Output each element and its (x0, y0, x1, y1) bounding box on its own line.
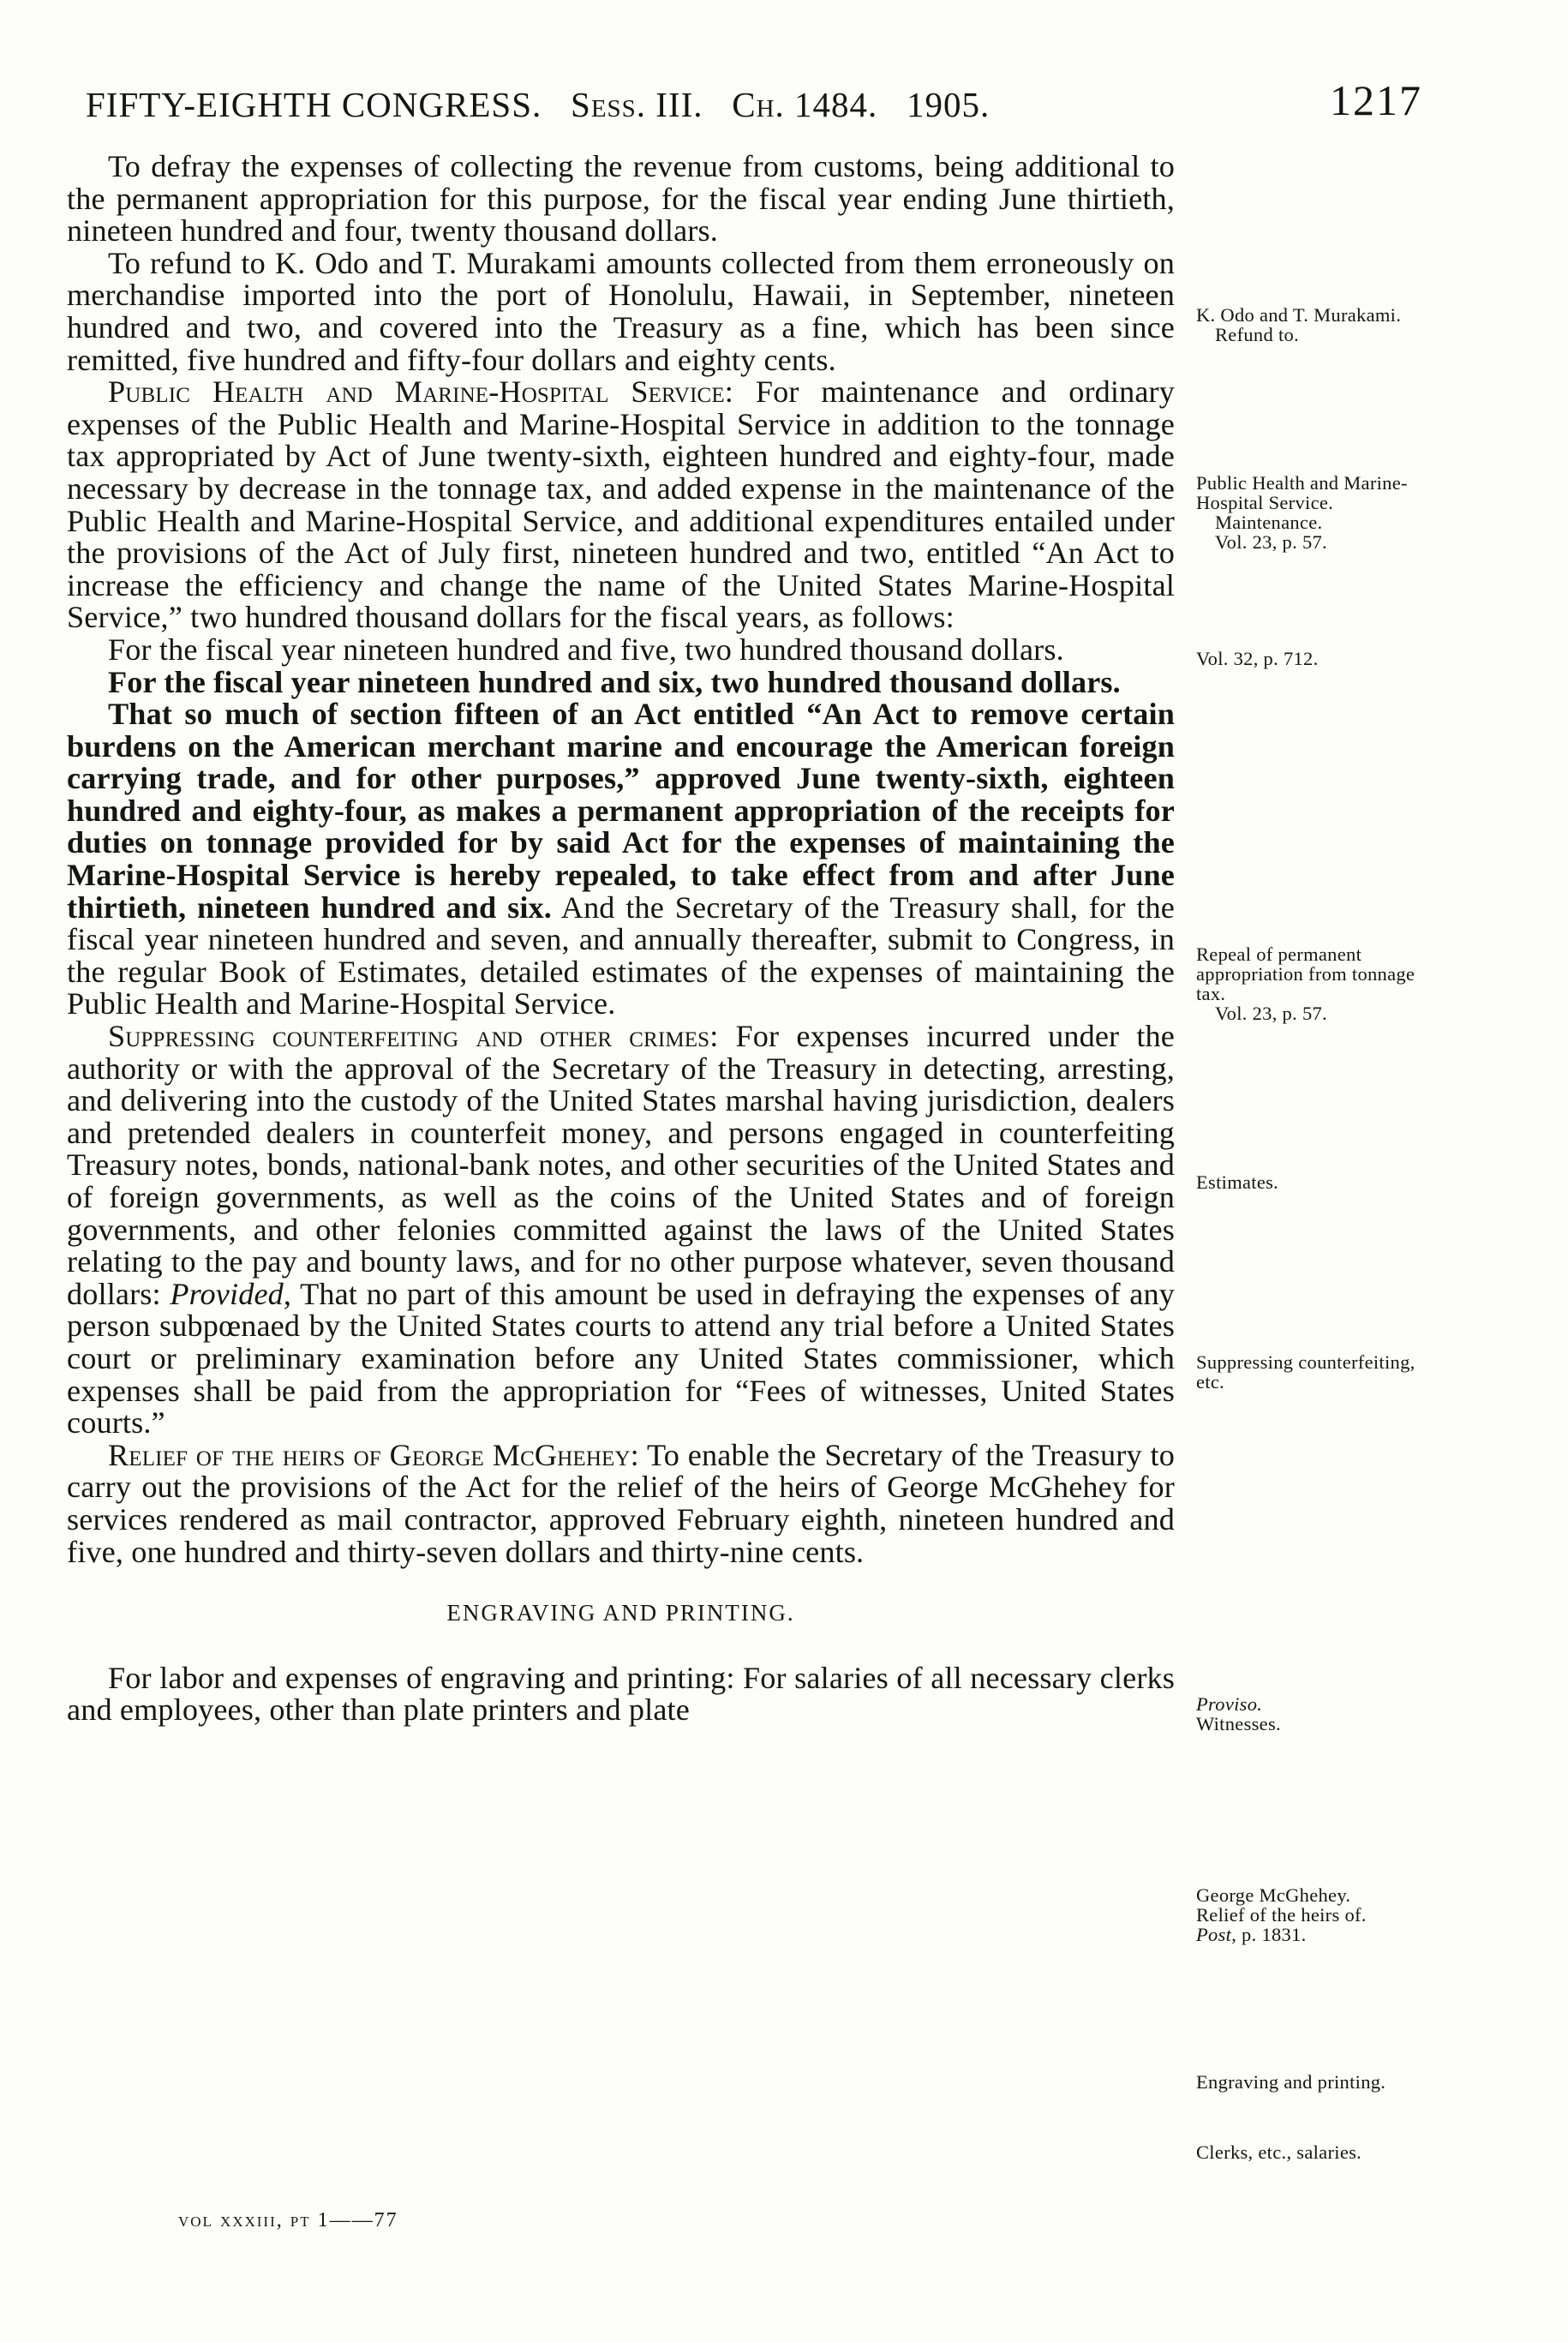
margin-note-mcghehey-title: George McGhehey. (1196, 1884, 1351, 1906)
mcghehey-text: : To enable the Secretary of the Treasury to carry out the provisions of the Act for the relief of the heirs of George McGhehey for services rendered as mail contractor, approved February eighth, nineteen hundred and five, one hundred and thirty-seven dollars and thirty-nine cents. (67, 1437, 1175, 1569)
paragraph-engraving: For labor and expenses of engraving and printing: For salaries of all necessary clerks and employees, other than plate printers and plate (67, 1660, 1175, 1728)
paragraph-customs: To defray the expenses of collecting the revenue from customs, being additional to the permanent appropriation for this purpose, for the fiscal year ending June thirtieth, nineteen hundred and four, twenty thousand dollars. (67, 149, 1175, 249)
margin-note-mcghehey (1196, 1885, 1421, 1944)
margin-note-proviso (1196, 1694, 1421, 1734)
post-ref-page: , p. 1831. (1231, 1924, 1307, 1945)
page-header (86, 75, 1422, 135)
mcghehey-heading: Relief of the heirs of George McGhehey (108, 1437, 631, 1472)
margin-note-witnesses: Witnesses. (1196, 1713, 1281, 1734)
page-number: 1217 (1330, 76, 1422, 124)
paragraph-public-health (67, 376, 1175, 634)
paragraph-counterfeiting (67, 1021, 1175, 1440)
section-heading-engraving: ENGRAVING AND PRINTING. (446, 1600, 795, 1626)
repeal-text: That so much of section fifteen of an Act entitled “An Act to remove certain burdens on the American merchant marine and encourage the American foreign carrying trade, and for other purposes,” approved June twenty-sixth, eighteen hundred and eighty-four, as makes a permanent appropriation of the receipts for duties on tonnage provided for by said Act for the expenses of maintaining the Marine-Hospital Service is hereby repealed, to take effect from and after June thirtieth, nineteen hundred and six. (67, 697, 1175, 925)
margin-note-repeal-ref: Vol. 23, p. 57. (1215, 1003, 1327, 1024)
margin-note-proviso-label: Proviso. (1196, 1693, 1263, 1715)
proviso-text: , That no part of this amount be used in defraying the expenses of any person subpœnaed by the United States courts to attend any trial before a United States court or preliminary examination before any United States commissioner, which expenses shall be paid from the appropriation for “Fees of witnesses, United States courts.” (67, 1276, 1175, 1441)
margin-note-odo (1196, 305, 1421, 344)
provided-word: Provided (170, 1276, 284, 1311)
margin-note-phs-title: Public Health and Marine-Hospital Service. (1196, 472, 1408, 513)
running-head (86, 84, 990, 125)
running-head-congress: FIFTY-EIGHTH CONGRESS. (86, 85, 542, 124)
running-head-session: Sess. III. (571, 85, 703, 124)
margin-note-odo-sub: Refund to. (1215, 324, 1299, 345)
running-head-chapter: Ch. 1484. (732, 85, 878, 124)
paragraph-fy-1906: For the fiscal year nineteen hundred and six, two hundred thousand dollars. (108, 664, 1121, 699)
public-health-text: : For maintenance and ordinary expenses of the Public Health and Marine-Hospital Service in addition to the tonnage tax appropriated by Act of June twenty-sixth, eighteen hundred and eighty-four, made necessary by decrease in the tonnage tax, and added expense in the maintenance of the Public Health and Marine-Hospital Service, and additional expenditures entailed under the provisions of the Act of July first, nineteen hundred and two, entitled “An Act to increase the efficiency and change the name of the United States Marine-Hospital Service,” two hundred thousand dollars for the fiscal years, as follows: (67, 374, 1175, 635)
running-head-year: 1905. (907, 85, 990, 124)
margin-note-post-ref (1196, 1925, 1421, 1944)
margin-note-counterfeiting: Suppressing counterfeiting, etc. (1196, 1351, 1415, 1393)
main-text (67, 151, 1175, 1727)
post-ref-italic: Post (1196, 1924, 1232, 1945)
signature-mark: vol xxxiii, pt 1——77 (178, 2209, 398, 2231)
paragraph-fy-1905: For the fiscal year nineteen hundred and five, two hundred thousand dollars. (108, 632, 1064, 667)
public-health-heading: Public Health and Marine-Hospital Service (108, 374, 725, 410)
margin-note-odo-title: K. Odo and T. Murakami. (1196, 304, 1402, 326)
margin-note-repeal (1196, 944, 1421, 1023)
margin-note-phs-sub: Maintenance. (1215, 512, 1323, 533)
margin-note-clerks: Clerks, etc., salaries. (1196, 2141, 1362, 2163)
margin-note-vol32: Vol. 32, p. 712. (1196, 648, 1319, 669)
margin-note-public-health (1196, 473, 1421, 552)
counterfeiting-text: : For expenses incurred under the authority or with the approval of the Secretary of the Treasury in detecting, arresting, and delivering into the custody of the United States marshal having jurisdiction, dealers and pretended dealers in counterfeit money, and persons engaged in counterfeiting Treasury notes, bonds, national-bank notes, and other securities of the United States and of foreign governments, as well as the coins of the United States and of foreign governments, and other felonies committed against the laws of the United States relating to the pay and bounty laws, and for no other purpose whatever, seven thousand dollars: (67, 1019, 1175, 1311)
paragraph-mcghehey (67, 1437, 1175, 1569)
margin-note-phs-ref: Vol. 23, p. 57. (1215, 531, 1327, 553)
paragraph-refund: To refund to K. Odo and T. Murakami amounts collected from them erroneously on merchandise imported into the port of Honolulu, Hawaii, in September, nineteen hundred and two, and covered into the Treasury as a fine, which has been since remitted, five hundred and fifty-four dollars and eighty cents. (67, 245, 1175, 377)
margin-note-repeal-title: Repeal of permanent appropriation from tonnage tax. (1196, 943, 1415, 1004)
margin-note-engraving: Engraving and printing. (1196, 2071, 1386, 2093)
paragraph-repeal (67, 698, 1175, 1021)
counterfeiting-heading: Suppressing counterfeiting and other crimes (108, 1019, 710, 1054)
margin-note-estimates: Estimates. (1196, 1171, 1279, 1193)
margin-note-mcghehey-sub: Relief of the heirs of. (1196, 1904, 1367, 1926)
estimates-text: And the Secretary of the Treasury shall, for the fiscal year nineteen hundred and seven, and annually thereafter, submit to Congress, in the regular Book of Estimates, detailed estimates of the expenses of maintaining the Public Health and Marine-Hospital Service. (67, 889, 1175, 1021)
